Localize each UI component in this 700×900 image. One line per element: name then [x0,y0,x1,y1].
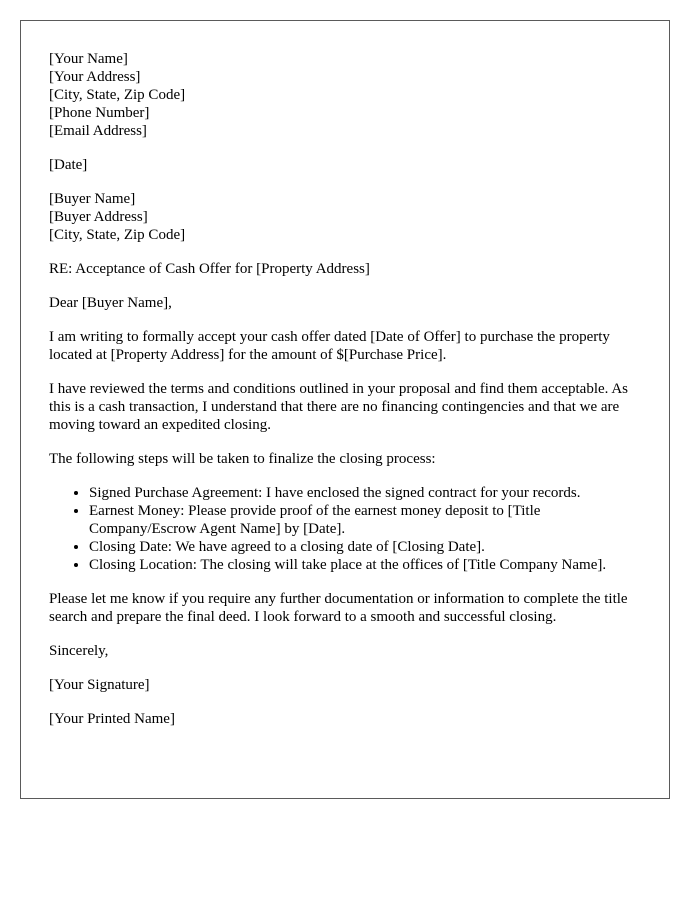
list-item: • Closing Date: We have agreed to a closing date of [Closing Date]. [89,538,649,556]
subject-line: RE: Acceptance of Cash Offer for [Property Address] [49,261,370,277]
body-paragraph: I am writing to formally accept your cash offer dated [Date of Offer] to purchase the property located at [Property Address] for the amount of $[Purchase Price]. [49,329,610,363]
body-paragraph: The following steps will be taken to finalize the closing process: [49,451,436,467]
sender-name: [Your Name] [49,51,128,67]
closing-paragraph: Please let me know if you require any further documentation or information to complete the title search and prepare the final deed. I look forward to a smooth and successful closing. [49,591,628,625]
sign-off: Sincerely, [49,643,109,659]
recipient-block [49,190,649,244]
sender-address: [Your Address] [49,69,141,85]
recipient-address: [Buyer Address] [49,209,148,225]
sender-email: [Email Address] [49,123,147,139]
recipient-city-state-zip: [City, State, Zip Code] [49,227,186,243]
body-paragraph: I have reviewed the terms and conditions outlined in your proposal and find them acceptable. As this is a cash transaction, I understand that there are no financing contingencies and that we are moving toward an expedited closing. [49,381,629,433]
list-item: • Signed Purchase Agreement: I have enclosed the signed contract for your records. [89,484,649,502]
list-item: • Earnest Money: Please provide proof of the earnest money deposit to [Title Company/Escrow Agent Name] by [Date]. [89,502,649,538]
sender-city-state-zip: [City, State, Zip Code] [49,87,186,103]
salutation: Dear [Buyer Name], [49,295,172,311]
list-item: • Closing Location: The closing will take place at the offices of [Title Company Name]. [89,556,649,574]
sender-phone: [Phone Number] [49,105,150,121]
letter [20,20,670,799]
sender-block [49,50,649,140]
closing-steps-list [49,484,649,574]
recipient-name: [Buyer Name] [49,191,136,207]
letter-date: [Date] [49,157,88,173]
signature: [Your Signature] [49,677,150,693]
printed-name: [Your Printed Name] [49,711,175,727]
